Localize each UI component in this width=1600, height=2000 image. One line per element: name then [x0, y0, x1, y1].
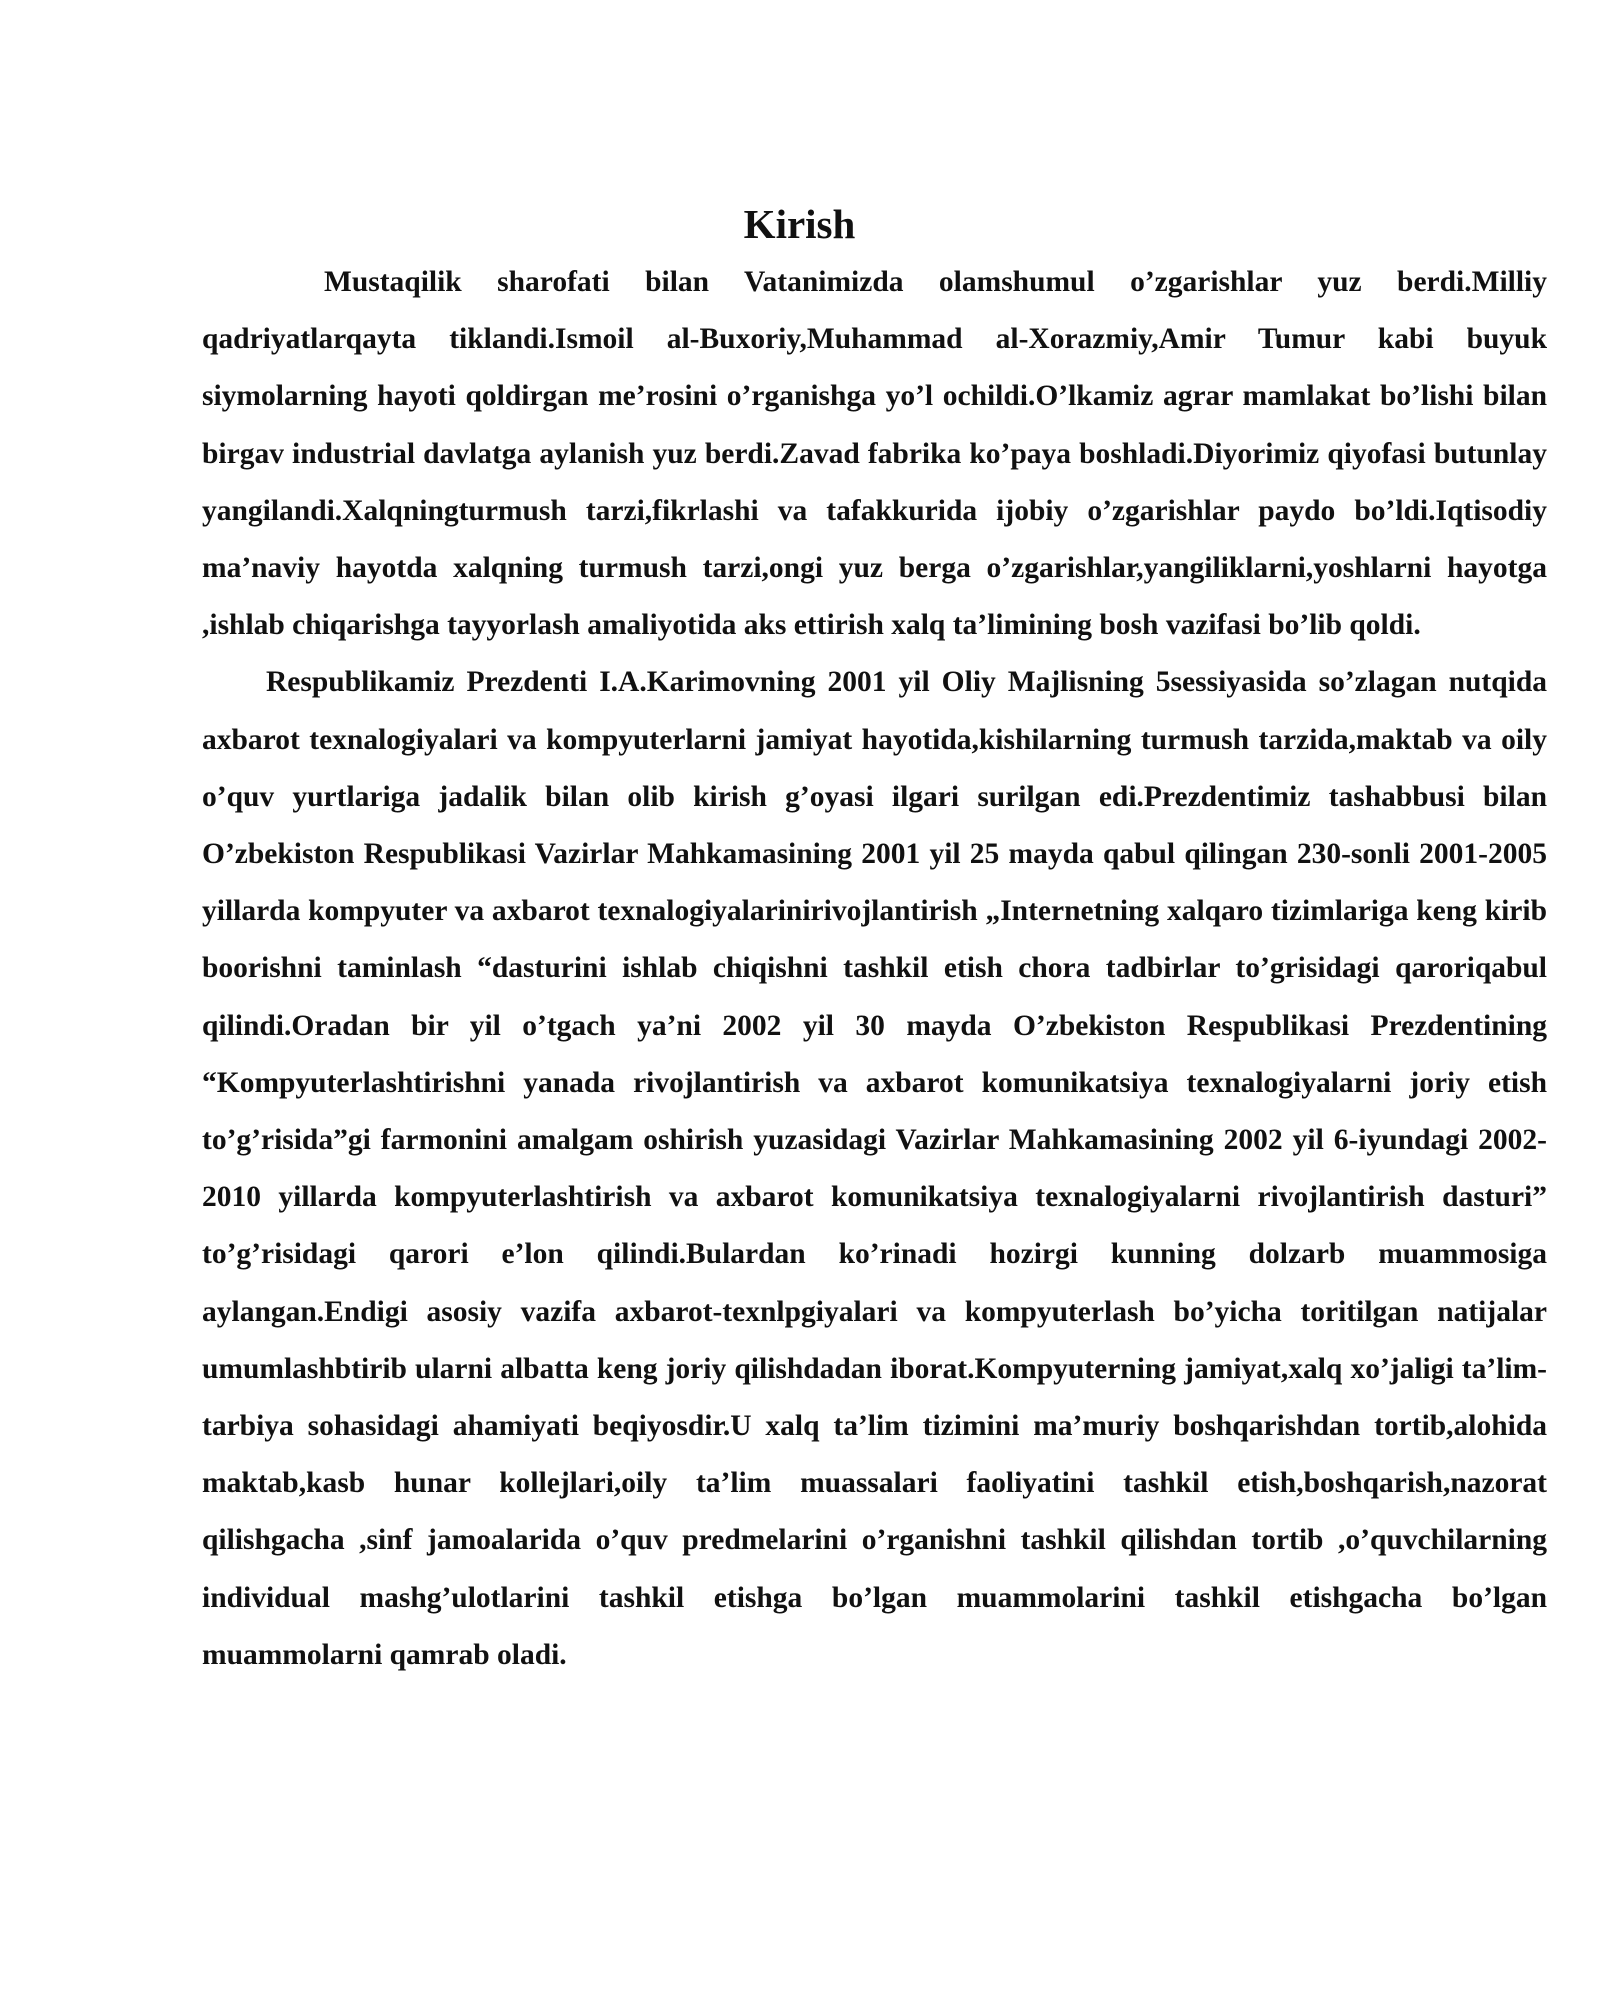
page-title: Kirish	[743, 201, 856, 247]
paragraph-policy: Respublikamiz Prezdenti I.A.Karimovning 2001 yil Oliy Majlisning 5sessiyasida so’zlagan nutqida axbarot texnalogiyalari va kompyuterlarni jamiyat hayotida,kishilarning turmush tarzida,maktab va oily o’quv yurtlariga jadalik bilan olib kirish g’oyasi ilgari surilgan edi.Prezdentimiz tashabbusi bilan O’zbekiston Respublikasi Vazirlar Mahkamasining 2001 yil 25 mayda qabul qilingan 230-sonli 2001-2005 yillarda kompyuter va axbarot texnalogiyalarinirivojlantirish „Internetning xalqaro tizimlariga keng kirib boorishni taminlash “dasturini ishlab chiqishni tashkil etish chora tadbirlar to’grisidagi qaroriqabul qilindi.Oradan bir yil o’tgach ya’ni 2002 yil 30 mayda O’zbekiston Respublikasi Prezdentining “Kompyuterlashtirishni yanada rivojlantirish va axbarot komunikatsiya texnalogiyalarni joriy etish to’g’risida”gi farmonini amalgam oshirish yuzasidagi Vazirlar Mahkamasining 2002 yil 6-iyundagi 2002-2010 yillarda kompyuterlashtirish va axbarot komunikatsiya texnalogiyalarni rivojlantirish dasturi” to’g’risidagi qarori e’lon qilindi.Bulardan ko’rinadi hozirgi kunning dolzarb muammosiga aylangan.Endigi asosiy vazifa axbarot-texnlpgiyalari va kompyuterlash bo’yicha toritilgan natijalar umumlashbtirib ularni albatta keng joriy qilishdadan iborat.Kompyuterning jamiyat,xalq xo’jaligi ta’lim-tarbiya sohasidagi ahamiyati beqiyosdir.U xalq ta’lim tizimini ma’muriy boshqarishdan tortib,alohida maktab,kasb hunar kollejlari,oily ta’lim muassalari faoliyatini tashkil etish,boshqarish,nazorat qilishgacha ,sinf jamoalarida o’quv predmelarini o’rganishni tashkil qilishdan tortib ,o’quvchilarning individual mashg’ulotlarini tashkil etishga bo’lgan muammolarini tashkil etishgacha bo’lgan muammolarni qamrab oladi.	[202, 666, 1547, 1671]
document-body	[202, 196, 1547, 1684]
paragraph-introduction: Mustaqilik sharofati bilan Vatanimizda olamshumul o’zgarishlar yuz berdi.Milliy qadriyatlarqayta tiklandi.Ismoil al-Buxoriy,Muhammad al-Xorazmiy,Amir Tumur kabi buyuk siymolarning hayoti qoldirgan me’rosini o’rganishga yo’l ochildi.O’lkamiz agrar mamlakat bo’lishi bilan birgav industrial davlatga aylanish yuz berdi.Zavad fabrika ko’paya boshladi.Diyorimiz qiyofasi butunlay yangilandi.Xalqningturmush tarzi,fikrlashi va tafakkurida ijobiy o’zgarishlar paydo bo’ldi.Iqtisodiy ma’naviy hayotda xalqning turmush tarzi,ongi yuz berga o’zgarishlar,yangiliklarni,yoshlarni hayotga ,ishlab chiqarishga tayyorlash amaliyotida aks ettirish xalq ta’limining bosh vazifasi bo’lib qoldi.	[202, 266, 1547, 642]
